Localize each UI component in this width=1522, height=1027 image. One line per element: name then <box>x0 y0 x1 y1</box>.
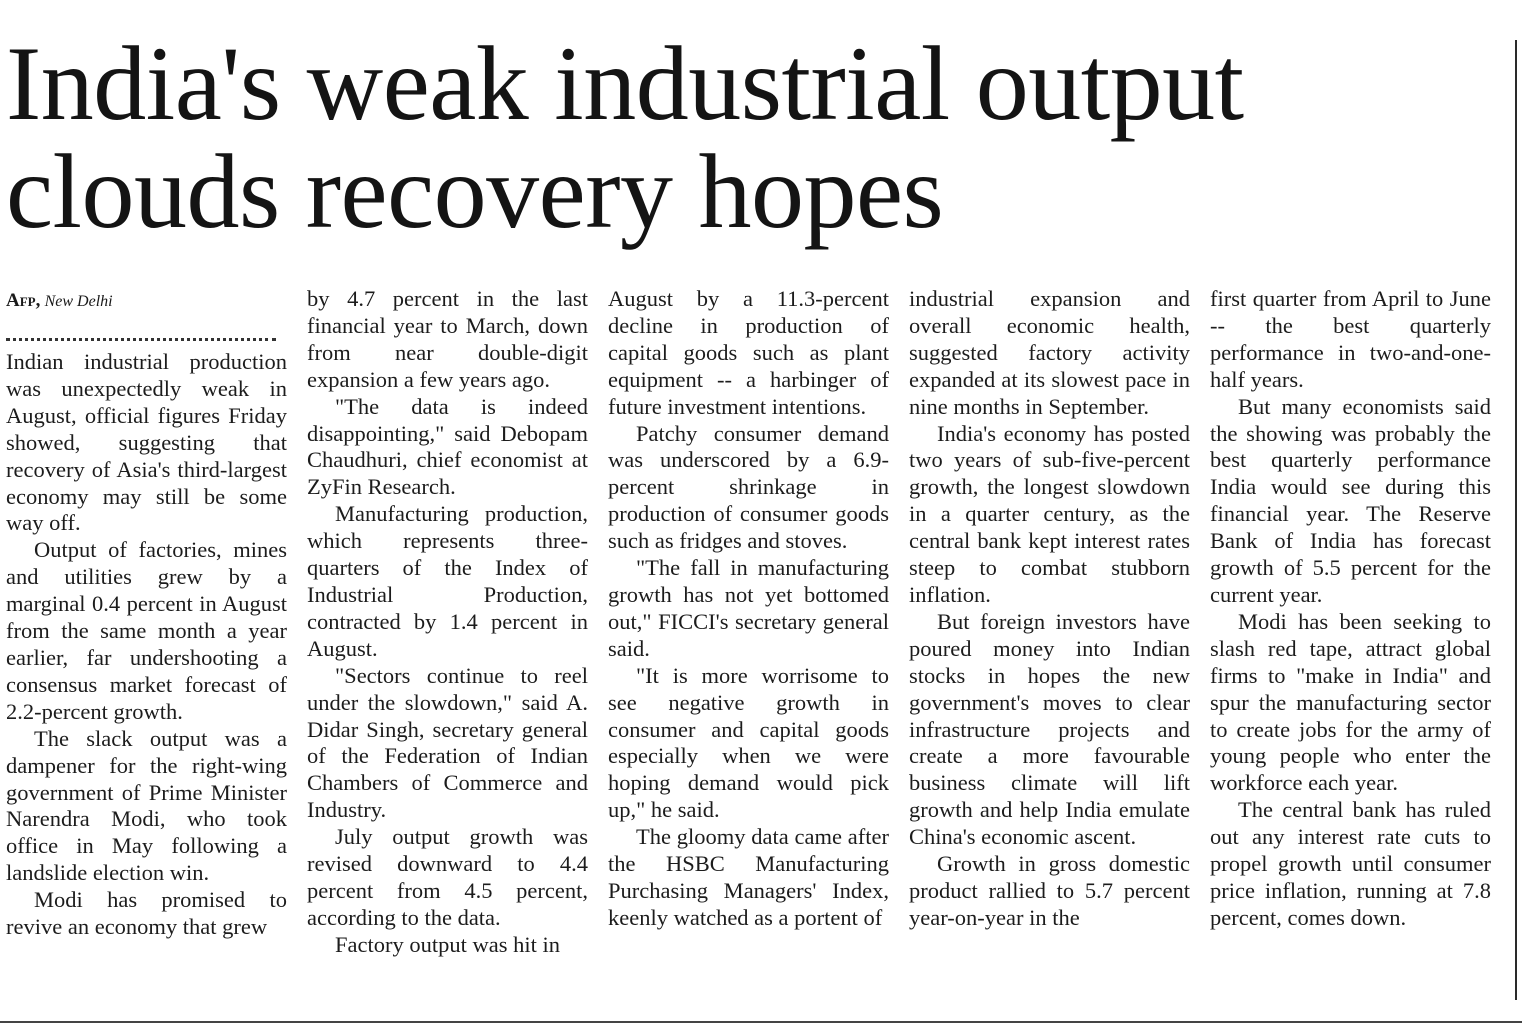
paragraph: "The fall in manufacturing growth has not yet bottomed out," FICCI's secretary general said. <box>608 555 889 661</box>
paragraph: Output of factories, mines and utilities grew by a marginal 0.4 percent in August from the same month a year earlier, far undershooting a consensus market forecast of 2.2-percent growth. <box>6 537 287 724</box>
article-column-3 <box>608 286 889 996</box>
paragraph: by 4.7 percent in the last financial year to March, down from near double-digit expansion a few years ago. <box>307 286 588 392</box>
bottom-rule <box>0 1021 1522 1023</box>
paragraph: first quarter from April to June -- the best quarterly performance in two-and-one-half years. <box>1210 286 1491 392</box>
byline-divider <box>6 316 276 341</box>
paragraph: Patchy consumer demand was underscored by a 6.9-percent shrinkage in production of consumer goods such as fridges and stoves. <box>608 420 889 554</box>
paragraph: Modi has been seeking to slash red tape, attract global firms to "make in India" and spur the manufacturing sector to create jobs for the army of young people who enter the workforce each year. <box>1210 608 1491 796</box>
paragraph: The central bank has ruled out any interest rate cuts to propel growth until consumer price inflation, running at 7.8 percent, comes down. <box>1210 797 1491 930</box>
paragraph: "Sectors continue to reel under the slowdown," said A. Didar Singh, secretary general of the Federation of Indian Chambers of Commerce and Industry. <box>307 662 588 823</box>
headline: India's weak industrial output clouds recovery hopes <box>6 25 1244 250</box>
paragraph: Manufacturing production, which represents three-quarters of the Index of Industrial Production, contracted by 1.4 percent in August. <box>307 501 588 661</box>
paragraph: Factory output was hit in <box>335 931 560 957</box>
paragraph: But many economists said the showing was probably the best quarterly performance India would see during this financial year. The Reserve Bank of India has forecast growth of 5.5 percent for the current year. <box>1210 393 1491 607</box>
paragraph: Growth in gross domestic product rallied to 5.7 percent year-on-year in the <box>909 851 1190 930</box>
paragraph: July output growth was revised downward to 4.4 percent from 4.5 percent, according to the data. <box>307 824 588 930</box>
paragraph: "It is more worrisome to see negative growth in consumer and capital goods especially when we were hoping demand would pick up," he said. <box>608 662 889 823</box>
paragraph: The slack output was a dampener for the right-wing government of Prime Minister Narendra Modi, who took office in May following a landslide election win. <box>6 725 287 886</box>
article-column-4 <box>909 286 1190 996</box>
article-column-2 <box>307 286 588 996</box>
paragraph: Indian industrial production was unexpectedly weak in August, official figures Friday showed, suggesting that recovery of Asia's third-largest economy may still be some way off. <box>6 349 287 536</box>
byline-location: New Delhi <box>44 293 113 310</box>
article-column-5 <box>1210 286 1491 996</box>
column-rule-right <box>1515 40 1517 1000</box>
paragraph: The gloomy data came after the HSBC Manufacturing Purchasing Managers' Index, keenly watched as a portent of <box>608 824 889 930</box>
paragraph: August by a 11.3-percent decline in production of capital goods such as plant equipment -- a harbinger of future investment intentions. <box>608 286 889 419</box>
paragraph: India's economy has posted two years of sub-five-percent growth, the longest slowdown in a quarter century, as the central bank kept interest rates steep to combat stubborn inflation. <box>909 420 1190 607</box>
paragraph: But foreign investors have poured money into Indian stocks in hopes the new government's moves to clear infrastructure projects and create a more favourable business climate will lift growth and help India emulate China's economic ascent. <box>909 608 1190 850</box>
article-column-1 <box>6 286 287 996</box>
paragraph: Modi has promised to revive an economy that grew <box>6 887 287 940</box>
byline-agency: Afp, <box>6 290 41 311</box>
byline <box>6 286 287 316</box>
article-body <box>6 286 1492 996</box>
paragraph: industrial expansion and overall economic health, suggested factory activity expanded at its slowest pace in nine months in September. <box>909 286 1190 419</box>
paragraph: "The data is indeed disappointing," said Debopam Chaudhuri, chief economist at ZyFin Research. <box>307 393 588 500</box>
